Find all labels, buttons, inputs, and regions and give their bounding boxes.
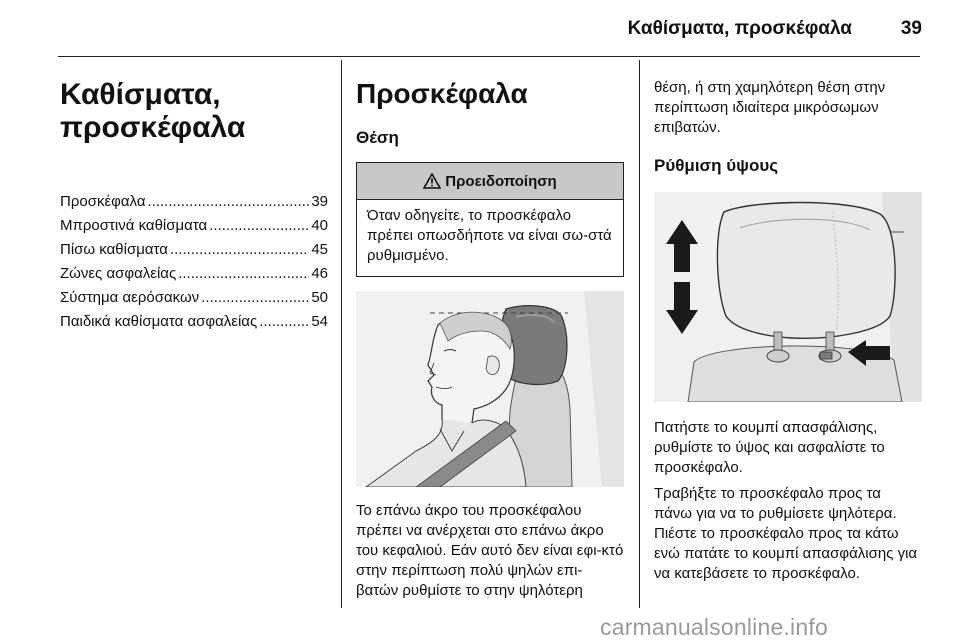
- toc-leader: [209, 214, 309, 238]
- toc-label: Μπροστινά καθίσματα: [60, 217, 208, 234]
- toc-leader: [259, 310, 309, 334]
- height-instruction-2: Τραβήξτε το προσκέφαλο προς τα πάνω για να το ρυθμίσετε ψηλότερα. Πιέστε το προσκέφαλο προς τα κάτω ενώ πατάτε το κουμπί απασφάλισης για να κατεβάσετε το προσκέφαλο.: [654, 485, 918, 582]
- toc-entry[interactable]: [60, 310, 328, 334]
- height-heading: Ρύθμιση ύψους: [654, 156, 779, 175]
- column-divider: [341, 60, 342, 608]
- chapter-title-line: Καθίσματα,: [60, 78, 221, 111]
- toc-entry[interactable]: [60, 214, 328, 238]
- watermark: carmanualsonline.info: [600, 614, 828, 640]
- toc-label: Πίσω καθίσματα: [60, 241, 168, 258]
- section-title: Προσκέφαλα: [356, 78, 528, 109]
- toc-entry[interactable]: [60, 238, 328, 262]
- toc-leader: [201, 286, 309, 310]
- page-number: 39: [900, 18, 922, 39]
- position-text: Το επάνω άκρο του προσκέφαλου πρέπει να ανέρχεται στο επάνω άκρο του κεφαλιού. Εάν αυτό δεν είναι εφι-κτό στην περίπτωση πολύ ψηλών επι-βατών ρυθμίστε το στην ψηλότερη: [356, 502, 624, 599]
- toc-label: Παιδικά καθίσματα ασφαλείας: [60, 313, 258, 330]
- toc-entry[interactable]: [60, 190, 328, 214]
- height-adjustment-illustration: [654, 192, 922, 402]
- toc-label: Σύστημα αερόσακων: [60, 289, 200, 306]
- toc-page: 45: [311, 241, 328, 258]
- column-contents: [60, 64, 328, 334]
- toc-leader: [170, 238, 309, 262]
- toc-page: 46: [311, 265, 328, 282]
- toc-page: 39: [311, 193, 328, 210]
- running-head-title: Καθίσματα, προσκέφαλα: [627, 18, 852, 39]
- warning-triangle-icon: [423, 173, 441, 189]
- height-instruction-1: Πατήστε το κουμπί απασφάλισης, ρυθμίστε το ύψος και ασφαλίστε το προσκέφαλο.: [654, 419, 885, 476]
- headrest-position-illustration: [356, 291, 624, 487]
- toc-label: Ζώνες ασφαλείας: [60, 265, 177, 282]
- toc-page: 40: [311, 217, 328, 234]
- position-heading: Θέση: [356, 128, 399, 147]
- header-rule: [58, 56, 920, 57]
- toc-leader: [178, 262, 309, 286]
- continued-text: θέση, ή στη χαμηλότερη θέση στην περίπτωση ιδιαίτερα μικρόσωμων επιβατών.: [654, 79, 886, 136]
- headrest-adjust-illustration: [654, 192, 922, 402]
- toc-page: 50: [311, 289, 328, 306]
- running-head: [0, 14, 960, 44]
- toc-leader: [148, 190, 310, 214]
- toc-label: Προσκέφαλα: [60, 193, 146, 210]
- chapter-title: [60, 78, 328, 144]
- toc-entry[interactable]: [60, 262, 328, 286]
- table-of-contents: [60, 190, 328, 334]
- column-height-adjustment: [654, 64, 922, 584]
- column-headrest-position: [356, 64, 624, 601]
- toc-page: 54: [311, 313, 328, 330]
- chapter-title-line: προσκέφαλα: [60, 111, 246, 144]
- warning-box: [356, 162, 624, 277]
- column-divider: [639, 60, 640, 608]
- driver-profile-illustration: [356, 291, 624, 487]
- toc-entry[interactable]: [60, 286, 328, 310]
- warning-title: Προειδοποίηση: [445, 172, 557, 190]
- warning-text: Όταν οδηγείτε, το προσκέφαλο πρέπει οπωσδήποτε να είναι σω-στά ρυθμισμένο.: [367, 207, 612, 264]
- warning-header: [357, 163, 623, 200]
